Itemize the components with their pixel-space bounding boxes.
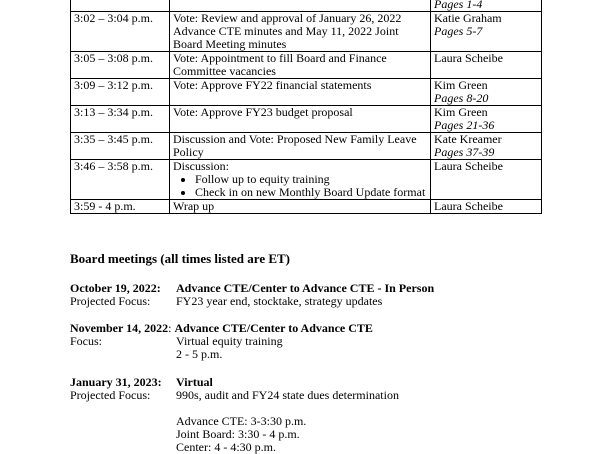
presenter-cell <box>431 0 542 12</box>
meeting-november <box>70 322 550 361</box>
time-cell: 3:13 – 3:34 p.m. <box>71 106 170 133</box>
meeting-date: October 19, 2022: <box>70 281 161 295</box>
table-row <box>71 52 542 79</box>
presenter-name: Laura Scheibe <box>434 199 503 213</box>
presenter-name: Katie Graham <box>434 11 502 25</box>
presenter-cell <box>431 52 542 79</box>
item-cell <box>170 0 431 12</box>
presenter-name: Laura Scheibe <box>434 51 503 65</box>
focus-text: Virtual equity training <box>176 334 283 348</box>
meeting-title: Virtual <box>176 375 213 389</box>
schedule-line: Center: 4 - 4:30 p.m. <box>176 440 276 454</box>
discussion-list <box>173 173 427 199</box>
list-item: • Check in on new Monthly Board Update format <box>195 186 427 199</box>
presenter-name: Kate Kreamer <box>434 132 502 146</box>
schedule-line: Joint Board: 3:30 - 4 p.m. <box>176 427 300 441</box>
presenter-name: Kim Green <box>434 78 488 92</box>
presenter-cell <box>431 12 542 52</box>
item-text: Discussion: <box>173 159 230 173</box>
presenter-cell <box>431 200 542 214</box>
date-separator: : <box>168 321 175 335</box>
time-cell <box>71 0 170 12</box>
presenter-cell <box>431 160 542 200</box>
item-cell: Wrap up <box>170 200 431 214</box>
page-reference: Pages 1-4 <box>434 0 483 11</box>
item-cell: Vote: Approve FY23 budget proposal <box>170 106 431 133</box>
item-cell: Vote: Approve FY22 financial statements <box>170 79 431 106</box>
time-cell: 3:46 – 3:58 p.m. <box>71 160 170 200</box>
page-reference: Pages 8-20 <box>434 91 489 105</box>
time-cell: 3:59 - 4 p.m. <box>71 200 170 214</box>
table-row <box>71 106 542 133</box>
meeting-date: January 31, 2023: <box>70 375 162 389</box>
time-cell: 3:02 – 3:04 p.m. <box>71 12 170 52</box>
time-cell: 3:35 – 3:45 p.m. <box>71 133 170 160</box>
presenter-cell <box>431 106 542 133</box>
meeting-october <box>70 282 550 308</box>
item-cell: Vote: Appointment to fill Board and Finance Committee vacancies <box>170 52 431 79</box>
list-item: • Follow up to equity training <box>195 173 427 186</box>
time-cell: 3:09 – 3:12 p.m. <box>71 79 170 106</box>
table-row <box>71 200 542 214</box>
focus-label: Focus: <box>70 334 103 348</box>
presenter-cell <box>431 133 542 160</box>
page-reference: Pages 21-36 <box>434 118 495 132</box>
presenter-name: Kim Green <box>434 105 488 119</box>
presenter-cell <box>431 79 542 106</box>
meeting-date: November 14, 2022 <box>70 321 169 335</box>
focus-label: Projected Focus: <box>70 388 151 402</box>
agenda-table <box>70 0 542 214</box>
focus-text: FY23 year end, stocktake, strategy updates <box>176 294 383 308</box>
meeting-title: Advance CTE/Center to Advance CTE <box>174 321 373 335</box>
table-row <box>71 133 542 160</box>
page-reference: Pages 5-7 <box>434 24 483 38</box>
board-meetings-heading: Board meetings (all times listed are ET) <box>70 251 291 266</box>
table-row <box>71 12 542 52</box>
table-row <box>71 160 542 200</box>
page-reference: Pages 37-39 <box>434 145 495 159</box>
meeting-january <box>70 376 550 454</box>
table-row <box>71 79 542 106</box>
focus-label: Projected Focus: <box>70 294 151 308</box>
item-cell: Vote: Review and approval of January 26, 2022 Advance CTE minutes and May 11, 2022 Joint Board Meeting minutes <box>170 12 431 52</box>
time-cell: 3:05 – 3:08 p.m. <box>71 52 170 79</box>
meeting-title: Advance CTE/Center to Advance CTE - In Person <box>176 281 435 295</box>
item-cell: Discussion and Vote: Proposed New Family Leave Policy <box>170 133 431 160</box>
focus-text: 990s, audit and FY24 state dues determination <box>176 388 399 402</box>
meeting-time: 2 - 5 p.m. <box>176 347 223 361</box>
item-cell <box>170 160 431 200</box>
presenter-name: Laura Scheibe <box>434 159 503 173</box>
table-row <box>71 0 542 12</box>
schedule-line: Advance CTE: 3-3:30 p.m. <box>176 414 307 428</box>
